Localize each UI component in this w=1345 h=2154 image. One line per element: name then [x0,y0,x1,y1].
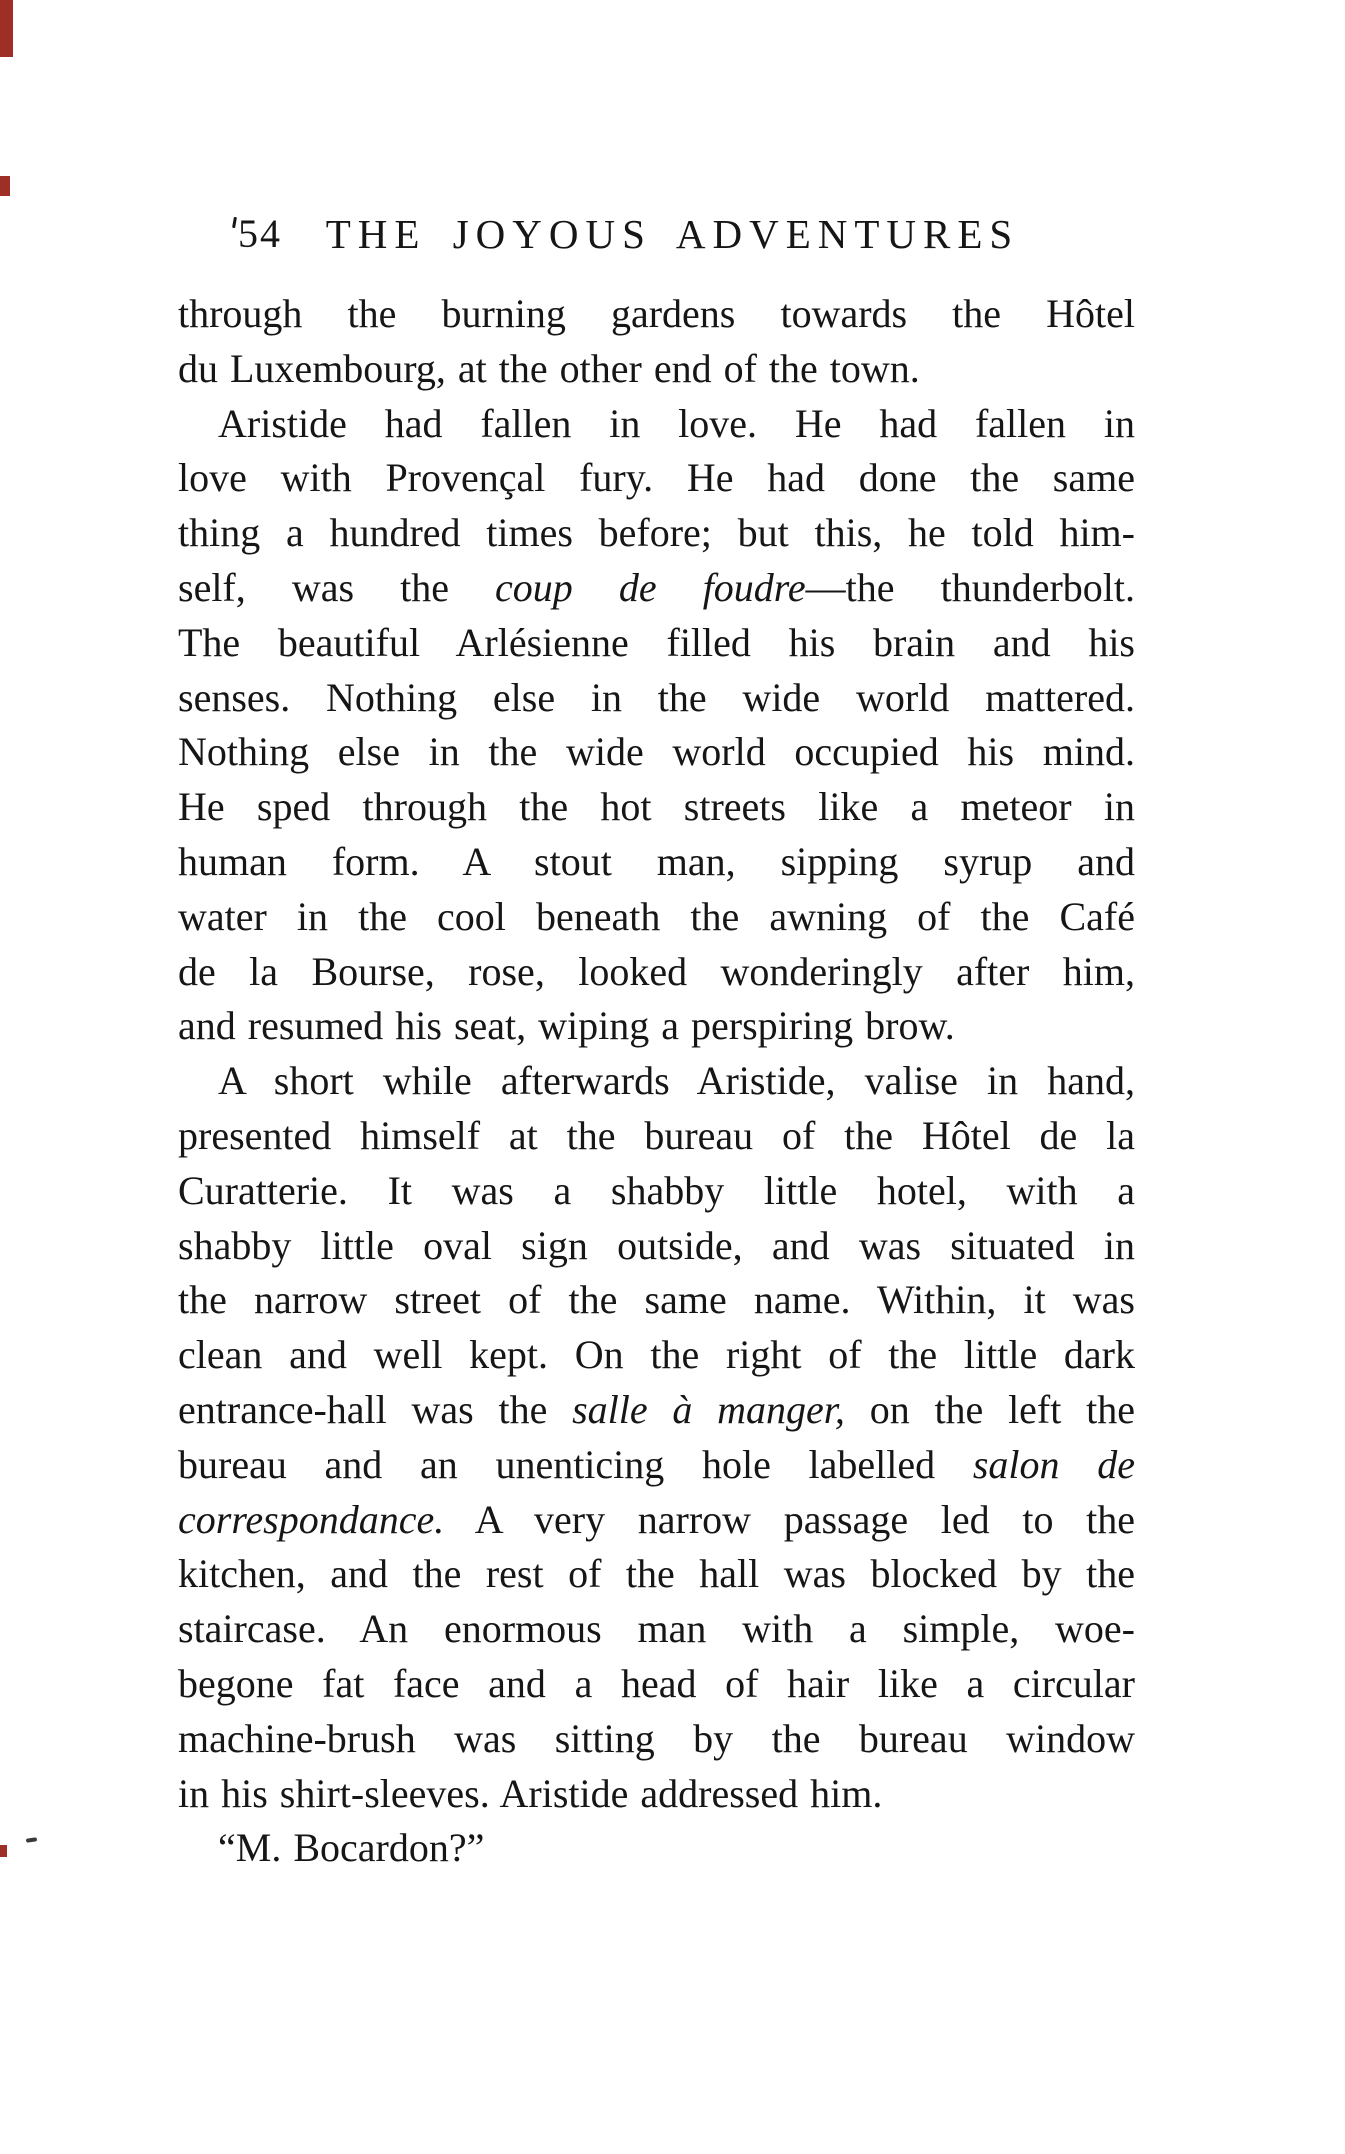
text-line [178,287,1135,342]
page-number: 54 [238,211,282,256]
text-line [178,1109,1135,1164]
text-segment: clean and well kept. On the right of the little dark [178,1332,1135,1378]
scan-mark-corner-red [0,0,13,57]
text-segment: water in the cool beneath the awning of the Café [178,893,1135,939]
text-segment: and resumed his seat, wiping a perspiring brow. [178,1003,955,1049]
text-segment: in his shirt-sleeves. Aristide addressed him. [178,1770,883,1816]
text-line [178,342,1135,397]
italic-text-segment: salon de [972,1441,1135,1487]
text-line [178,1493,1135,1548]
text-segment: self, was the [178,564,496,610]
text-line [178,725,1135,780]
text-segment: thing a hundred times before; but this, he told him- [178,510,1135,556]
text-segment: staircase. An enormous man with a simple, woe- [178,1606,1135,1652]
text-segment: kitchen, and the rest of the hall was blocked by the [178,1551,1135,1597]
text-line [178,780,1135,835]
text-segment: machine-brush was sitting by the bureau window [178,1715,1135,1761]
text-segment: “M. Bocardon?” [218,1825,485,1871]
text-segment: on the left the [844,1386,1135,1432]
scan-mark-left-edge-red [0,176,10,196]
text-segment: entrance-hall was the [178,1386,573,1432]
text-segment: A very narrow passage led to the [444,1496,1135,1542]
text-line [178,671,1135,726]
text-segment: A short while afterwards Aristide, valise in hand, [218,1058,1135,1104]
page-header [0,212,1345,256]
text-line [178,397,1135,452]
italic-text-segment: correspondance. [178,1496,445,1542]
text-line [178,1273,1135,1328]
text-line [178,999,1135,1054]
italic-text-segment: salle à manger, [572,1386,845,1432]
text-segment: love with Provençal fury. He had done the same [178,455,1135,501]
text-segment: the narrow street of the same name. Within, it was [178,1277,1135,1323]
text-line [178,1547,1135,1602]
running-title: THE JOYOUS ADVENTURES [325,211,1020,257]
text-line [178,1383,1135,1438]
text-line [178,835,1135,890]
text-segment: —the thunderbolt. [805,564,1136,610]
text-line [178,945,1135,1000]
text-line [178,1328,1135,1383]
text-segment: senses. Nothing else in the wide world mattered. [178,674,1135,720]
text-line [178,1602,1135,1657]
text-segment: presented himself at the bureau of the Hôtel de la [178,1112,1135,1158]
text-line [178,1767,1135,1822]
text-line [178,451,1135,506]
text-line [178,1821,1135,1876]
text-line [178,890,1135,945]
text-segment: Aristide had fallen in love. He had fallen in [218,400,1135,446]
page-text [178,287,1135,1876]
text-segment: de la Bourse, rose, looked wonderingly after him, [178,948,1135,994]
text-line [178,1712,1135,1767]
scan-mark-left-dot-red [0,1845,7,1857]
text-line [178,1054,1135,1109]
text-line [178,1164,1135,1219]
text-segment: bureau and an unenticing hole labelled [178,1441,973,1487]
text-segment: He sped through the hot streets like a meteor in [178,784,1135,830]
text-line [178,1219,1135,1274]
text-line [178,1438,1135,1493]
text-segment: The beautiful Arlésienne filled his brain and his [178,619,1135,665]
text-line [178,1657,1135,1712]
text-line [178,506,1135,561]
text-segment: shabby little oval sign outside, and was situated in [178,1222,1135,1268]
text-segment: begone fat face and a head of hair like a circular [178,1660,1135,1706]
text-segment: du Luxembourg, at the other end of the town. [178,345,920,391]
text-segment: Curatterie. It was a shabby little hotel, with a [178,1167,1135,1213]
italic-text-segment: coup de foudre [495,564,806,610]
text-segment: human form. A stout man, sipping syrup and [178,838,1135,884]
text-line [178,561,1135,616]
text-segment: Nothing else in the wide world occupied his mind. [178,729,1135,775]
text-segment: through the burning gardens towards the Hôtel [178,291,1135,336]
text-line [178,616,1135,671]
pencil-mark [26,1837,37,1842]
